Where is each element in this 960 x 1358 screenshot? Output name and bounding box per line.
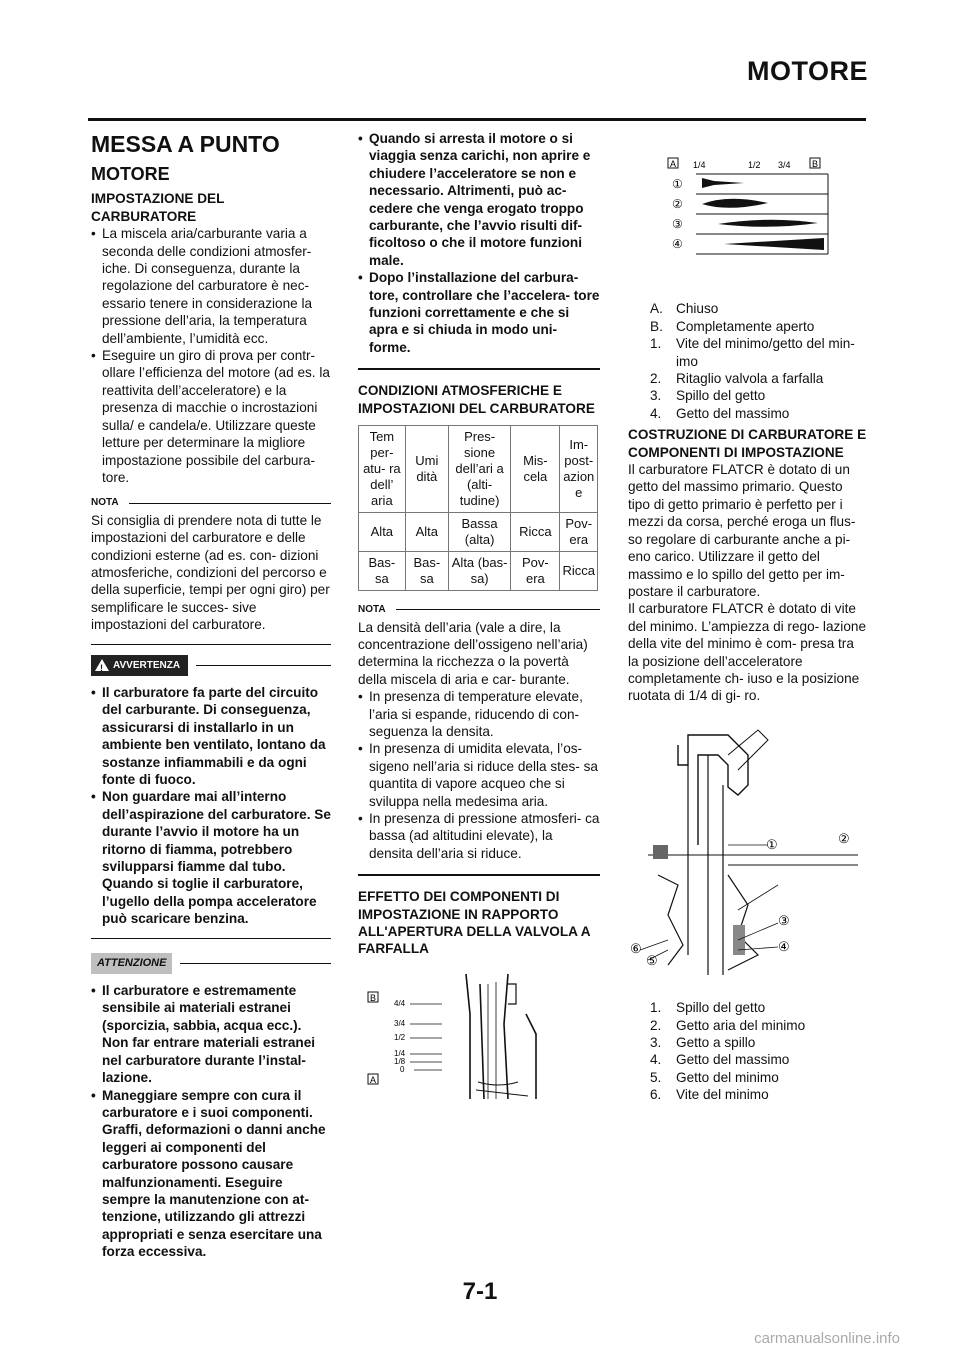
conditions-table: [358, 425, 598, 591]
paragraph: Il carburatore FLATCR è dotato di un getto del massimo primario. Questo tipo di getto primario è perfetto per i mezzi da corsa, perché eroga un flus- so regolare di carburante anche a pi- eno carico. Utilizzare il getto del massimo e lo spillo del getto per im- postare il carburatore.: [628, 462, 856, 599]
carburator-figure: [628, 725, 868, 985]
table-cell: Pov- era: [560, 513, 598, 552]
row-callout: ①: [672, 177, 683, 191]
section-heading: IMPOSTAZIONE DEL CARBURATORE: [91, 191, 225, 224]
divider: [358, 874, 600, 876]
tick-label: 4/4: [394, 998, 406, 1008]
list-item: • Eseguire un giro di prova per contr- ollare l’efficienza del motore (ad es. la reattivita dell’acceleratore) e la presenza di macchie o incrostazioni sulla/ e candela/e. Utilizzare queste letture per determinare la migliore impostazione possibile del carbura- tore.: [91, 347, 331, 486]
intro-list: [91, 225, 331, 486]
list-item: • In presenza di umidita elevata, l’os- sigeno nell’aria si riduce della stes- sa quantita di vapore acqueo che si sviluppa nella medesima aria.: [358, 740, 600, 810]
column-2: [358, 130, 600, 1108]
caution-heading: [91, 953, 331, 974]
list-item: • In presenza di temperature elevate, l’aria si espande, riducendo di con- seguenza la densita.: [358, 688, 600, 740]
table-row: [359, 513, 598, 552]
page-number: 7-1: [462, 1278, 498, 1305]
table-cell: Alta: [405, 513, 448, 552]
table-row: [359, 552, 598, 591]
footer-watermark: carmanualsonline.info: [754, 1330, 900, 1347]
jet-effect-chart: [628, 156, 868, 276]
main-jet-shape: [724, 238, 824, 250]
table-header-row: [359, 426, 598, 513]
table-header-cell: Tem per- atu- ra dell’ aria: [359, 426, 406, 513]
legend-item: B. Completamente aperto: [650, 318, 815, 334]
legend-item: 3. Spillo del getto: [650, 388, 766, 404]
figure-callout: ④: [778, 938, 790, 954]
table-header-cell: Pres- sione dell’ari a (alti- tudine): [448, 426, 510, 513]
fig-label-a: A: [370, 1074, 377, 1085]
table-cell: Alta (bas- sa): [448, 552, 510, 591]
chart-label-b: B: [812, 159, 819, 169]
legend-item: 2. Ritaglio valvola a farfalla: [650, 371, 824, 387]
throttle-cutaway-shape: [702, 199, 768, 208]
table-cell: Pov- era: [511, 552, 560, 591]
chart-legend: [628, 300, 868, 422]
tick-label: 1/2: [394, 1032, 406, 1042]
figure-callout: ①: [766, 836, 778, 852]
caution-badge: ATTENZIONE: [91, 953, 172, 974]
divider: [91, 644, 331, 645]
column-1: [91, 130, 331, 1261]
legend-item: 4. Getto del massimo: [650, 405, 790, 421]
list-item: • In presenza di pressione atmosferi- ca bassa (ad altitudini elevate), la densita dell’aria si riduce.: [358, 810, 600, 862]
tick-label: 1/8: [394, 1056, 406, 1066]
legend-item: 4. Getto del massimo: [650, 1052, 790, 1068]
column-3: [628, 130, 868, 1104]
table-heading: CONDIZIONI ATMOSFERICHE E IMPOSTAZIONI DEL CARBURATORE: [358, 383, 595, 416]
legend-item: A. Chiuso: [650, 301, 719, 317]
list-item: • Non guardare mai all’interno dell’aspirazione del carburatore. Se durante l’avvio il motore ha un ritorno di fiamma, potrebbero svilupparsi fiamme dal tubo. Quando si toglie il carburatore, l’ugello della pompa acceleratore può scaricare benzina.: [91, 788, 331, 927]
header-rule: [88, 118, 866, 121]
jet-needle-shape: [718, 220, 818, 227]
table-cell: Bas- sa: [405, 552, 448, 591]
table-cell: Bassa (alta): [448, 513, 510, 552]
table-cell: Alta: [359, 513, 406, 552]
paragraph: Il carburatore FLATCR è dotato di vite del minimo. L’ampiezza di rego- lazione della vite del minimo è com- presa tra la posizione dell’acceleratore completamente ch- iuso e la posizione ruotata di 1/4 di gi- ro.: [628, 601, 867, 704]
chart-tick: 1/2: [748, 160, 761, 170]
tick-label: 0: [400, 1064, 405, 1074]
list-item: • Il carburatore fa parte del circuito del carburante. Di conseguenza, assicurarsi di installarlo in un ambiente ben ventilato, lontano da sostanze infiammabili e da ogni fonte di fuoco.: [91, 684, 331, 788]
section-title: MOTORE: [746, 56, 868, 86]
section-heading: COSTRUZIONE DI CARBURATORE E COMPONENTI DI IMPOSTAZIONE: [628, 427, 867, 460]
caution-list: [91, 982, 331, 1261]
figure-callout: ⑥: [630, 940, 642, 956]
chart-tick: 1/4: [693, 160, 706, 170]
list-item: • Dopo l’installazione del carbura- tore, controllare che l’accelera- tore funzioni correttamente e che si apra e si chiuda in modo uni- forme.: [358, 269, 600, 356]
table-header-cell: Mis- cela: [511, 426, 560, 513]
figure-callout: ③: [778, 912, 790, 928]
chart-label-a: A: [670, 159, 677, 169]
divider: [358, 368, 600, 370]
fig-label-b: B: [370, 992, 377, 1003]
throttle-opening-figure: [358, 964, 598, 1104]
table-cell: Bas- sa: [359, 552, 406, 591]
tick-label: 1/4: [394, 1048, 406, 1058]
caution-list-continued: [358, 130, 600, 356]
figure-callout: ②: [838, 830, 850, 846]
warning-list: [91, 684, 331, 928]
legend-item: 6. Vite del minimo: [650, 1087, 769, 1103]
table-header-cell: Im- post- azion e: [560, 426, 598, 513]
page-title: MESSA A PUNTO: [91, 131, 280, 157]
list-item: • Il carburatore e estremamente sensibile ai materiali estranei (sporcizia, sabbia, acqua ecc.). Non far entrare materiali estranei nel carburatore durante l’instal- lazione.: [91, 982, 331, 1086]
table-cell: Ricca: [560, 552, 598, 591]
divider: [91, 938, 331, 939]
table-header-cell: Umi dità: [405, 426, 448, 513]
note-heading: NOTA: [91, 494, 331, 511]
note-list: [358, 688, 600, 862]
figure-legend: [628, 999, 868, 1103]
warning-heading: [91, 655, 331, 676]
note-text: La densità dell’aria (vale a dire, la concentrazione dell’ossigeno nell’aria) determina la ricchezza o la povertà della miscela di aria e car- burante.: [358, 619, 588, 687]
row-callout: ③: [672, 217, 683, 231]
note-text: Si consiglia di prendere nota di tutte le impostazioni del carburatore e delle condizioni esterne (ad es. con- dizioni atmosferiche, condizioni del percorso e della superficie, tempi per ogni giro) per semplificare le succes- sive impostazioni del carburatore.: [91, 512, 330, 633]
chart-tick: 3/4: [778, 160, 791, 170]
warning-icon: !: [95, 659, 109, 671]
list-item: • La miscela aria/carburante varia a seconda delle condizioni atmosfer- iche. Di conseguenza, durante la regolazione del carburatore è nec- essario tenere in considerazione la pressione dell’aria, la temperatura dell’ambiente, l’umidità ecc.: [91, 225, 331, 347]
figure-callout: ⑤: [646, 952, 658, 968]
list-item: • Maneggiare sempre con cura il carburatore e i suoi componenti. Graffi, deformazioni o danni anche leggeri ai componenti del carburatore possono causare malfunzionamenti. Eseguire sempre la manutenzione con at- tenzione, utilizzando gli attrezzi appropriati e senza esercitare una forza eccessiva.: [91, 1087, 331, 1261]
table-cell: Ricca: [511, 513, 560, 552]
section-heading: EFFETTO DEI COMPONENTI DI IMPOSTAZIONE IN RAPPORTO ALL'APERTURA DELLA VALVOLA A FARFALLA: [358, 889, 591, 957]
warning-badge: ! AVVERTENZA: [91, 655, 188, 676]
page-subtitle: MOTORE: [91, 164, 170, 184]
row-callout: ④: [672, 237, 683, 251]
note-heading: NOTA: [358, 601, 600, 618]
legend-item: 1. Vite del minimo/getto del min- imo: [650, 336, 855, 369]
list-item: • Quando si arresta il motore o si viaggia senza carichi, non aprire e chiudere l’acceleratore se non e necessario. Altrimenti, può ac- cedere che venga erogato troppo carburante, che l’avvio risulti dif- ficoltoso o che il motore funzioni male.: [358, 130, 600, 269]
legend-item: 3. Getto a spillo: [650, 1034, 756, 1050]
idle-jet-shape: [702, 178, 744, 188]
legend-item: 5. Getto del minimo: [650, 1069, 779, 1085]
row-callout: ②: [672, 197, 683, 211]
tick-label: 3/4: [394, 1018, 406, 1028]
legend-item: 2. Getto aria del minimo: [650, 1017, 806, 1033]
legend-item: 1. Spillo del getto: [650, 1000, 766, 1016]
